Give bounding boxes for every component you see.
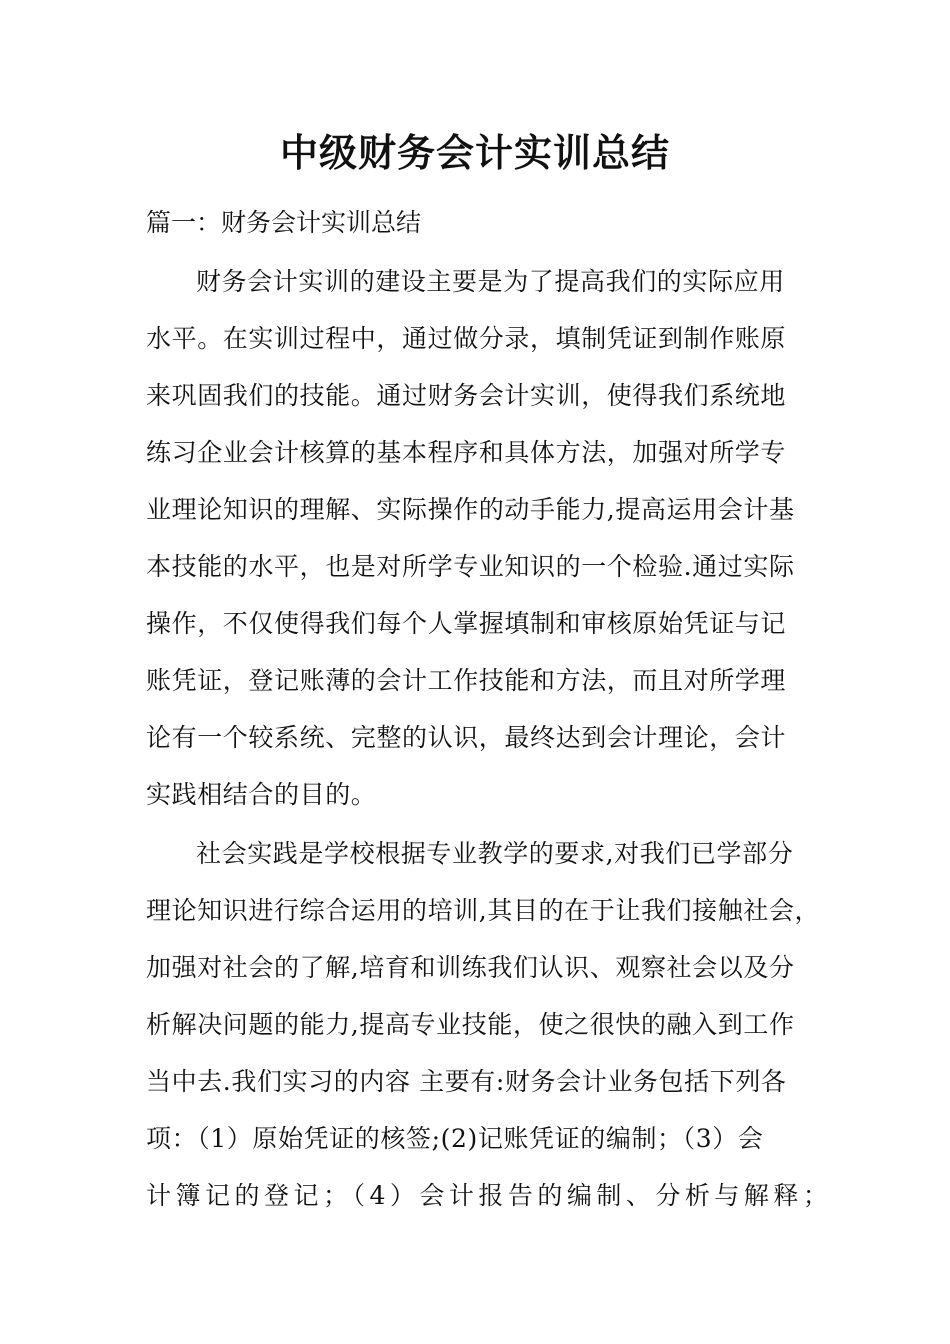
- paragraph-1-line-8: 账凭证，登记账薄的会计工作技能和方法，而且对所学理: [146, 666, 787, 695]
- paragraph-2-line-7: 计簿记的登记；（4）会计报告的编制、分析与解释；: [146, 1181, 833, 1210]
- paragraph-1-line-6: 本技能的水平，也是对所学专业知识的一个检验.通过实际: [146, 552, 795, 581]
- paragraph-2-line-5: 当中去.我们实习的内容 主要有:财务会计业务包括下列各: [146, 1067, 787, 1096]
- paragraph-2-line-2: 理论知识进行综合运用的培训,其目的在于让我们接触社会，: [146, 896, 821, 925]
- paragraph-2-line-3: 加强对社会的了解,培育和训练我们认识、观察社会以及分: [146, 953, 795, 982]
- paragraph-2-line-4: 析解决问题的能力,提高专业技能，使之很快的融入到工作: [146, 1010, 795, 1039]
- document-title: 中级财务会计实训总结: [279, 130, 670, 175]
- section-heading: 篇一：财务会计实训总结: [146, 208, 422, 237]
- paragraph-1-line-10: 实践相结合的目的。: [146, 780, 377, 809]
- paragraph-1-line-3: 来巩固我们的技能。通过财务会计实训，使得我们系统地: [146, 381, 787, 410]
- paragraph-1-line-1: 财务会计实训的建设主要是为了提高我们的实际应用: [196, 267, 785, 296]
- paragraph-1-line-9: 论有一个较系统、完整的认识，最终达到会计理论，会计: [146, 723, 787, 752]
- paragraph-1-line-5: 业理论知识的理解、实际操作的动手能力,提高运用会计基: [146, 495, 795, 524]
- paragraph-1-line-7: 操作，不仅使得我们每个人掌握填制和审核原始凭证与记: [146, 609, 787, 638]
- paragraph-2-line-1: 社会实践是学校根据专业教学的要求,对我们已学部分: [196, 839, 794, 868]
- paragraph-1-line-4: 练习企业会计核算的基本程序和具体方法，加强对所学专: [146, 438, 787, 467]
- paragraph-1-line-2: 水平。在实训过程中，通过做分录，填制凭证到制作账原: [146, 324, 787, 353]
- paragraph-2-line-6: 项：（1）原始凭证的核签;(2)记账凭证的编制；（3）会: [146, 1124, 764, 1153]
